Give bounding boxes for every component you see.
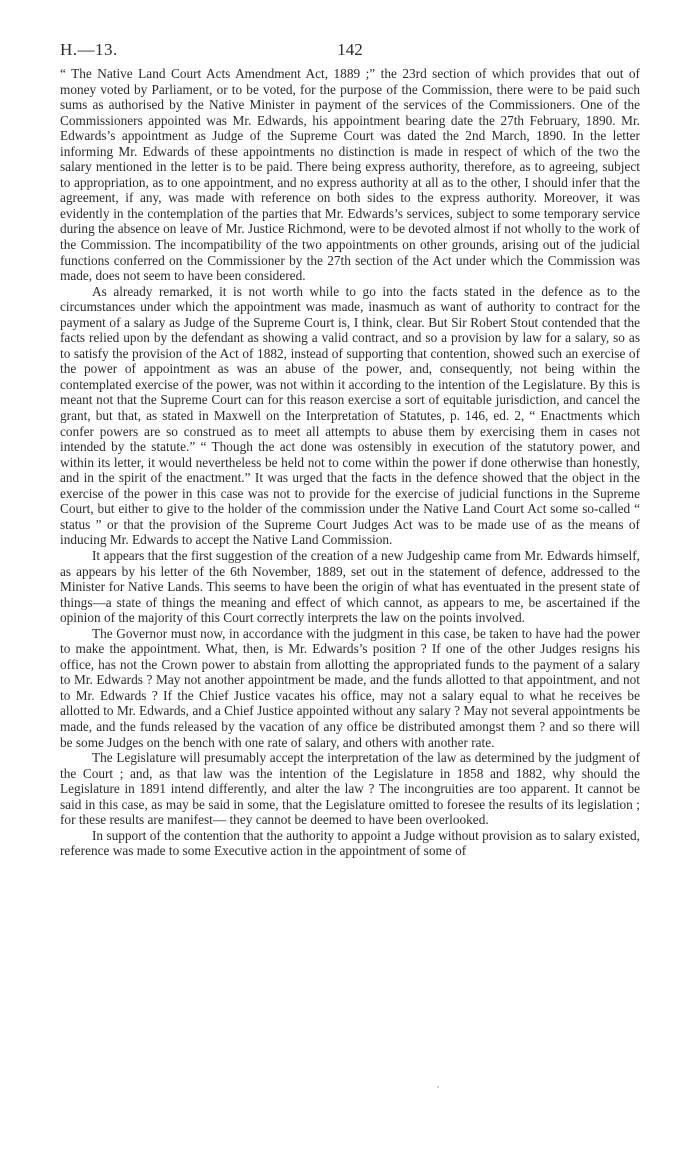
paragraph: In support of the contention that the authority to appoint a Judge without provision as to salary existed, reference was made to some Executive action in the appointment of some of — [60, 827, 640, 859]
scan-speck — [437, 1086, 439, 1088]
page-number: 142 — [337, 40, 363, 59]
paragraph: The Governor must now, in accordance with the judgment in this case, be taken to have had the power to make the appointment. What, then, is Mr. Edwards’s position ? If one of the other Judges resigns his office, has not the Crown power to abstain from allotting the appropriated funds to the payment of a salary to Mr. Edwards ? May not another appointment be made, and the funds allotted to that appointment, and not to Mr. Edwards ? If the Chief Justice vacates his office, may not a salary equal to what he receives be allotted to Mr. Edwards, and a Chief Justice appointed without any salary ? May not several appointments be made, and the funds released by the vacation of any office be distributed amongst them ? and so there will be some Judges on the bench with one rate of salary, and others with another rate. — [60, 625, 640, 750]
paragraph: “ The Native Land Court Acts Amendment Act, 1889 ;” the 23rd section of which provides that out of money voted by Parliament, or to be voted, for the purpose of the Commission, there were to be paid such sums as authorised by the Native Minister in payment of the services of the Commissioners. One of the Commissioners appointed was Mr. Edwards, his appointment bearing date the 27th February, 1890. Mr. Edwards’s appointment as Judge of the Supreme Court was dated the 2nd March, 1890. In the letter informing Mr. Edwards of these appointments no distinction is made in respect of which of the two the salary mentioned in the letter is to be paid. There being express authority, therefore, as to agreeing, subject to appropriation, as to one appointment, and no express authority at all as to the other, I should infer that the agreement, if any, was made with reference on both sides to the express authority. Moreover, it was evidently in the contemplation of the parties that Mr. Edwards’s services, subject to some temporary service during the absence on leave of Mr. Justice Richmond, were to be devoted almost if not wholly to the work of the Commission. The incompatibility of the two appointments on other grounds, arising out of the judicial functions conferred on the Commissioner by the 27th section of the Act under which the Commission was made, does not seem to have been considered. — [60, 66, 640, 284]
document-reference: H.—13. — [60, 40, 118, 59]
paragraph: It appears that the first suggestion of the creation of a new Judgeship came from Mr. Edwards himself, as appears by his letter of the 6th November, 1889, set out in the statement of defence, addressed to the Minister for Native Lands. This seems to have been the origin of what has eventuated in the present state of things—a state of things the meaning and effect of which cannot, as appears to me, be ascertained if the opinion of the majority of this Court correctly interprets the law on the points involved. — [60, 547, 640, 626]
paragraph: The Legislature will presumably accept the interpretation of the law as determined by the judgment of the Court ; and, as that law was the intention of the Legislature in 1858 and 1882, why should the Legislature in 1891 intend differently, and alter the law ? The incongruities are too apparent. It cannot be said in this case, as may be said in some, that the Legislature omitted to foresee the results of its legislation ; for these results are manifest— they cannot be deemed to have been overlooked. — [60, 750, 640, 828]
paragraph: As already remarked, it is not worth while to go into the facts stated in the defence as to the circumstances under which the appointment was made, inasmuch as want of authority to contract for the payment of a salary as Judge of the Supreme Court is, I think, clear. But Sir Robert Stout contended that the facts relied upon by the defendant as showing a valid contract, and so a provision by law for a salary, so as to satisfy the provision of the Act of 1882, instead of supporting that contention, showed such an exercise of the power of appointment as was an abuse of the power, and, consequently, not being within the contemplated exercise of the power, was not within it according to the intention of the Legislature. By this is meant not that the Supreme Court can for this reason exercise a sort of equitable jurisdiction, and cancel the grant, but that, as stated in Maxwell on the Interpretation of Statutes, p. 146, ed. 2, “ Enactments which confer powers are so construed as to meet all attempts to abuse them by exercising them in cases not intended by the statute.” “ Though the act done was ostensibly in execution of the statutory power, and within its letter, it would nevertheless be held not to come within the power if done otherwise than honestly, and in the spirit of the enactment.” It was urged that the facts in the defence showed that the object in the exercise of the power in this case was not to provide for the exercise of judicial functions in the Supreme Court, but either to give to the holder of the commission under the Native Land Court Act some so-called “ status ” or that the provision of the Supreme Court Judges Act was to be made use of as the means of inducing Mr. Edwards to accept the Native Land Commission. — [60, 283, 640, 548]
page-header — [60, 40, 640, 64]
body-text — [60, 66, 640, 859]
